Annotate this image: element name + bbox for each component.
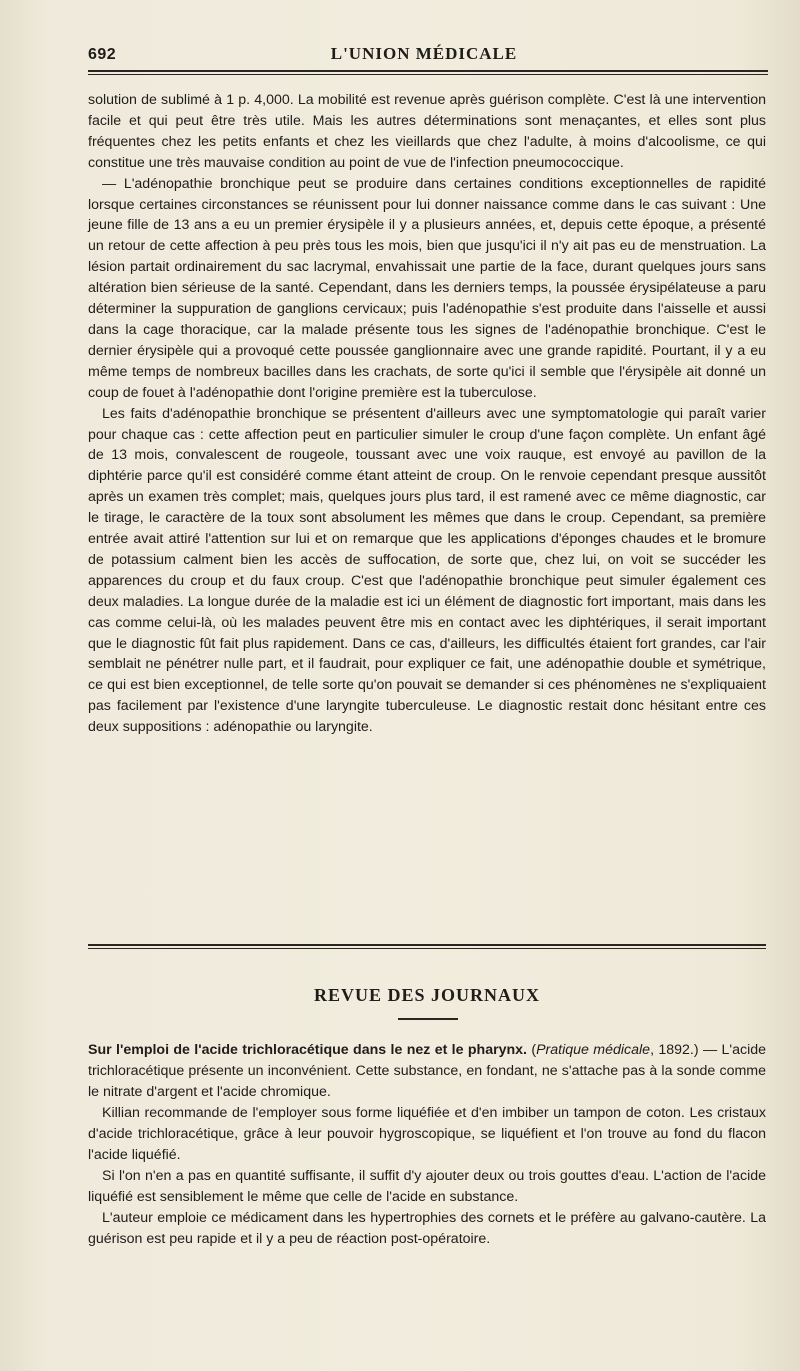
- section-divider-thin: [88, 948, 766, 949]
- article-source: Pratique médicale: [536, 1042, 651, 1058]
- header-rule: [88, 70, 768, 72]
- journal-article: [88, 1040, 766, 1250]
- section-divider: [88, 944, 766, 946]
- article-paragraph: L'auteur emploie ce médicament dans les hypertrophies des cornets et le préfère au galvano-cautère. La guérison est peu rapide et il y a peu de réaction post-opératoire.: [88, 1210, 766, 1247]
- header-rule-thin: [88, 74, 768, 75]
- article-paragraph: Si l'on n'en a pas en quantité suffisante, il suffit d'y ajouter deux ou trois gouttes d'eau. L'action de l'acide liquéfié est sensiblement le même que celle de l'acide en substance.: [88, 1168, 766, 1205]
- body-text: [88, 90, 766, 738]
- article-paragraph: Killian recommande de l'employer sous forme liquéfiée et d'en imbiber un tampon de coton. Les cristaux d'acide trichloracétique, grâce à leur pouvoir hygroscopique, se liquéfient et l'on trouve au fond du flacon l'acide liquéfié.: [88, 1105, 766, 1163]
- section-title: REVUE DES JOURNAUX: [313, 985, 541, 1005]
- page-number: 692: [88, 46, 117, 63]
- body-paragraph: — L'adénopathie bronchique peut se produire dans certaines conditions exceptionnelles de rapidité lorsque certaines circonstances se réunissent pour lui donner naissance comme dans le cas suivant : Une jeune fille de 13 ans a eu un premier érysipèle il y a plusieurs années, et, depuis cette époque, a présenté un retour de cette affection à peu près tous les mois, bien que jusqu'ici il n'y ait pas eu de menstruation. La lésion partait ordinairement du sac lacrymal, envahissait une partie de la face, durant quelques jours sans altération bien sérieuse de la santé. Cependant, dans les derniers temps, la poussée érysipélateuse a paru déterminer la suppuration de ganglions cervicaux; puis l'adénopathie s'est produite dans l'aisselle et aussi dans la cage thoracique, car la malade présente tous les signes de l'adénopathie bronchique. C'est le dernier érysipèle qui a provoqué cette poussée ganglionnaire avec une grande rapidité. Pourtant, il y a eu même temps de nombreux bacilles dans les crachats, de sorte qu'ici il semble que l'érysipèle ait donné un coup de fouet à l'adénopathie dont l'origine première est la tuberculose.: [88, 175, 766, 401]
- article-lead-paragraph: [88, 1040, 766, 1103]
- page-header: [88, 38, 760, 68]
- body-paragraph: solution de sublimé à 1 p. 4,000. La mobilité est revenue après guérison complète. C'est là une intervention facile et qui peut être très utile. Mais les autres déterminations sont menaçantes, et elles sont plus fréquentes chez les petits enfants et chez les vieillards que chez l'adulte, à moins d'alcoolisme, ce qui constitue une très mauvaise condition au point de vue de l'infection pneumococcique.: [88, 92, 766, 171]
- article-lead-text: , 1892.) — L'acide trichloracétique présente un inconvénient. Cette substance, en fondant, ne s'attache pas à la sonde comme le nitrate d'argent et l'acide chromique.: [88, 1042, 767, 1100]
- article-title: Sur l'emploi de l'acide trichloracétique dans le nez et le pharynx.: [88, 1042, 527, 1058]
- body-paragraph: Les faits d'adénopathie bronchique se présentent d'ailleurs avec une symptomatologie qui paraît varier pour chaque cas : cette affection peut en particulier simuler le croup d'une façon complète. Un enfant âgé de 13 mois, convalescent de rougeole, toussant avec une voix rauque, est envoyé au pavillon de la diphtérie parce qu'il est considéré comme étant atteint de croup. On le renvoie cependant presque aussitôt après un examen très complet; mais, quelques jours plus tard, il est ramené avec ce même diagnostic, car le tirage, le caractère de la toux sont absolument les mêmes que dans le croup. Cependant, sa première entrée avait attiré l'attention sur lui et on remarque que les applications d'éponges chaudes et le bromure de potassium calment bien les accès de suffocation, de sorte que, chez lui, on voit se succéder les apparences du croup et du faux croup. C'est que l'adénopathie bronchique peut simuler également ces deux maladies. La longue durée de la maladie est ici un élément de diagnostic fort important, mais dans les cas comme celui-là, où les malades peuvent être mis en contact avec les diphtériques, il serait important que le diagnostic fût fait plus rapidement. Dans ce cas, d'ailleurs, les difficultés étaient fort grandes, car l'air semblait ne pénétrer nulle part, et il faudrait, pour expliquer ce fait, une adénopathie double et symétrique, ce qui est bien exceptionnel, de telle sorte qu'on pouvait se demander si ces phénomènes ne s'expliquaient pas facilement par l'existence d'une laryngite tuberculeuse. Le diagnostic restait donc hésitant entre ces deux suppositions : adénopathie ou laryngite.: [88, 405, 766, 736]
- article-source-open: (: [527, 1042, 537, 1058]
- title-underline: [398, 1018, 458, 1020]
- running-title: L'UNION MÉDICALE: [330, 44, 518, 63]
